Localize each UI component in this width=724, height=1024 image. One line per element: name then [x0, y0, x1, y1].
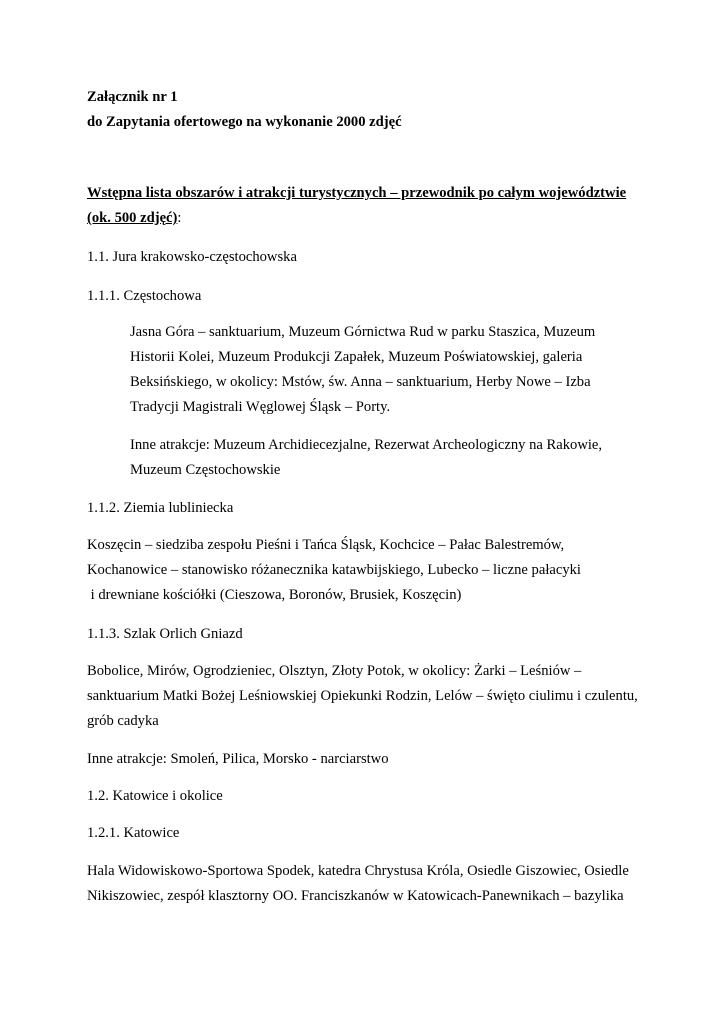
paragraph-line: sanktuarium Matki Bożej Leśniowskiej Opiekunki Rodzin, Lelów – święto ciulimu i czulentu, [87, 688, 638, 704]
paragraph-line: i drewniane kościółki (Cieszowa, Boronów, Brusiek, Koszęcin) [87, 587, 462, 603]
heading-colon: : [177, 210, 182, 226]
paragraph-line: Tradycji Magistrali Węglowej Śląsk – Porty. [130, 399, 391, 415]
paragraph-line: Hala Widowiskowo-Sportowa Spodek, katedra Chrystusa Króla, Osiedle Giszowiec, Osiedle [87, 863, 629, 879]
paragraph-line: Koszęcin – siedziba zespołu Pieśni i Tańca Śląsk, Kochcice – Pałac Balestremów, [87, 537, 565, 553]
section-1-1-2-title: 1.1.2. Ziemia lubliniecka [87, 500, 234, 516]
attachment-subtitle: do Zapytania ofertowego na wykonanie 2000 zdjęć [87, 114, 402, 130]
attachment-number: Załącznik nr 1 [87, 89, 178, 105]
list-heading: Wstępna lista obszarów i atrakcji turystycznych – przewodnik po całym województwie [87, 185, 627, 201]
paragraph-line: Beksińskiego, w okolicy: Mstów, św. Anna – sanktuarium, Herby Nowe – Izba [130, 374, 591, 390]
paragraph-line: Bobolice, Mirów, Ogrodzieniec, Olsztyn, Złoty Potok, w okolicy: Żarki – Leśniów – [87, 663, 582, 679]
section-1-1-3-title: 1.1.3. Szlak Orlich Gniazd [87, 626, 243, 642]
paragraph-line: Jasna Góra – sanktuarium, Muzeum Górnictwa Rud w parku Staszica, Muzeum [130, 324, 596, 340]
paragraph-line: Nikiszowiec, zespół klasztorny OO. Franciszkanów w Katowicach-Panewnikach – bazylika [87, 888, 624, 904]
photo-count: (ok. 500 zdjęć) [87, 210, 178, 226]
paragraph-line: Kochanowice – stanowisko różanecznika katawbijskiego, Lubecko – liczne pałacyki [87, 562, 581, 578]
section-1-1-1-title: 1.1.1. Częstochowa [87, 288, 202, 304]
section-1-2-title: 1.2. Katowice i okolice [87, 788, 223, 804]
paragraph-line: Historii Kolei, Muzeum Produkcji Zapałek, Muzeum Poświatowskiej, galeria [130, 349, 583, 365]
paragraph-line: Muzeum Częstochowskie [130, 462, 281, 478]
paragraph-line: Inne atrakcje: Muzeum Archidiecezjalne, Rezerwat Archeologiczny na Rakowie, [130, 437, 603, 453]
section-1-1-title: 1.1. Jura krakowsko-częstochowska [87, 249, 297, 265]
paragraph-line: Inne atrakcje: Smoleń, Pilica, Morsko - narciarstwo [87, 751, 389, 767]
section-1-2-1-title: 1.2.1. Katowice [87, 825, 180, 841]
paragraph-line: grób cadyka [87, 713, 159, 729]
list-heading-continued [87, 211, 181, 226]
